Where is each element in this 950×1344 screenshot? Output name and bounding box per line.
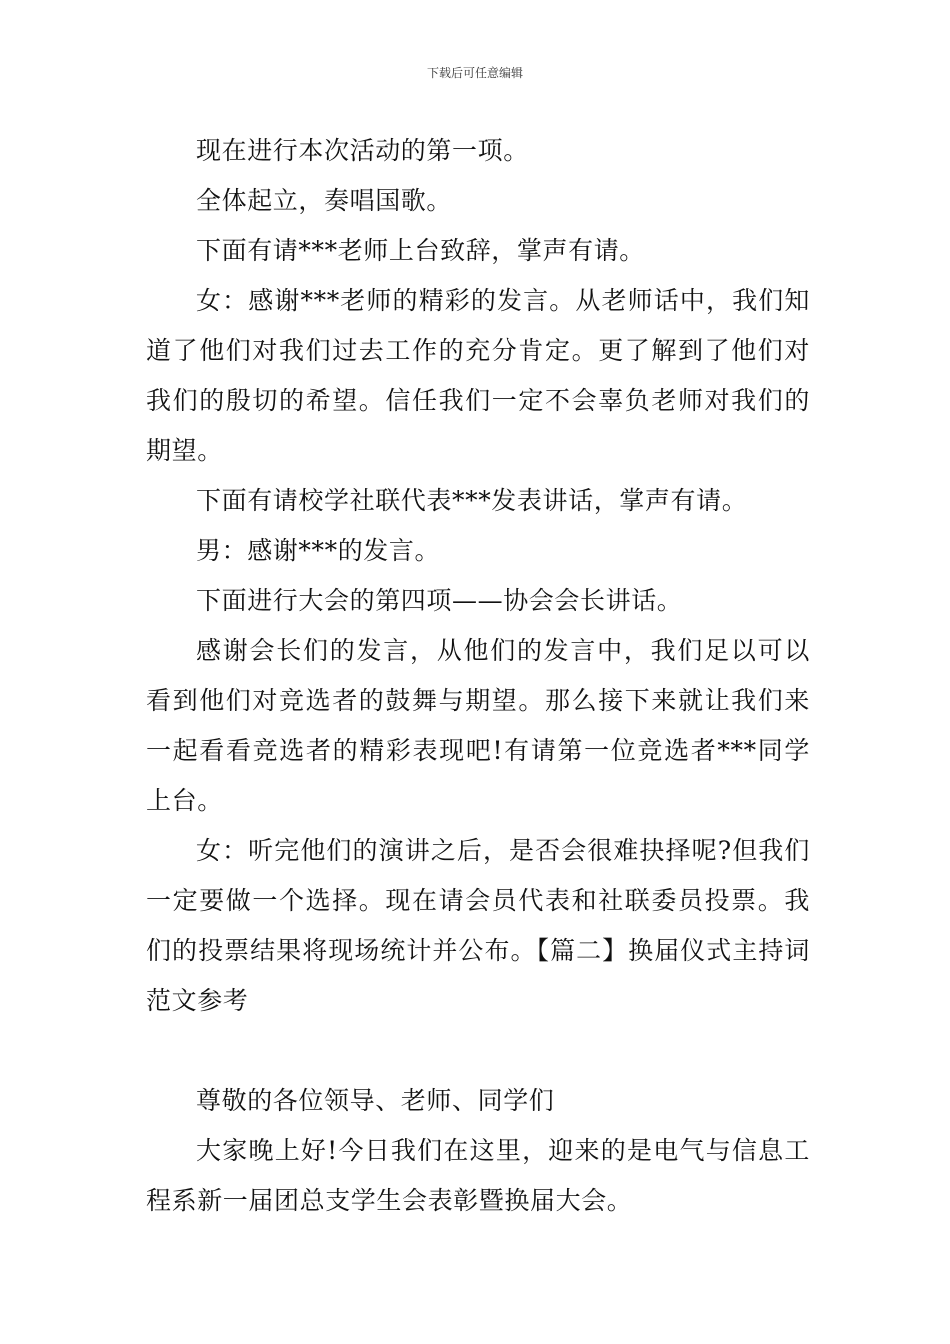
paragraph: 现在进行本次活动的第一项。 bbox=[196, 136, 529, 165]
paragraph: 感谢会长们的发言，从他们的发言中，我们足以可以看到他们对竞选者的鼓舞与期望。那么接下来就让我们来一起看看竞选者的精彩表现吧!有请第一位竞选者***同学上台。 bbox=[146, 636, 810, 815]
paragraph: 下面有请校学社联代表***发表讲话，掌声有请。 bbox=[196, 486, 748, 515]
page-header-note: 下载后可任意编辑 bbox=[426, 66, 523, 80]
blank-line bbox=[146, 1026, 810, 1076]
paragraph: 下面有请***老师上台致辞，掌声有请。 bbox=[196, 236, 645, 265]
document-body bbox=[146, 126, 810, 1226]
paragraph: 全体起立，奏唱国歌。 bbox=[196, 186, 453, 215]
paragraph: 女：感谢***老师的精彩的发言。从老师话中，我们知道了他们对我们过去工作的充分肯定。更了解到了他们对我们的殷切的希望。信任我们一定不会辜负老师对我们的期望。 bbox=[146, 286, 810, 465]
paragraph: 下面进行大会的第四项——协会会长讲话。 bbox=[196, 586, 683, 615]
paragraph: 尊敬的各位领导、老师、同学们 bbox=[196, 1086, 555, 1115]
paragraph: 女：听完他们的演讲之后，是否会很难抉择呢?但我们一定要做一个选择。现在请会员代表和社联委员投票。我们的投票结果将现场统计并公布。【篇二】换届仪式主持词范文参考 bbox=[146, 836, 810, 1015]
paragraph: 男：感谢***的发言。 bbox=[196, 536, 441, 565]
paragraph: 大家晚上好!今日我们在这里，迎来的是电气与信息工程系新一届团总支学生会表彰暨换届大会。 bbox=[146, 1136, 810, 1215]
